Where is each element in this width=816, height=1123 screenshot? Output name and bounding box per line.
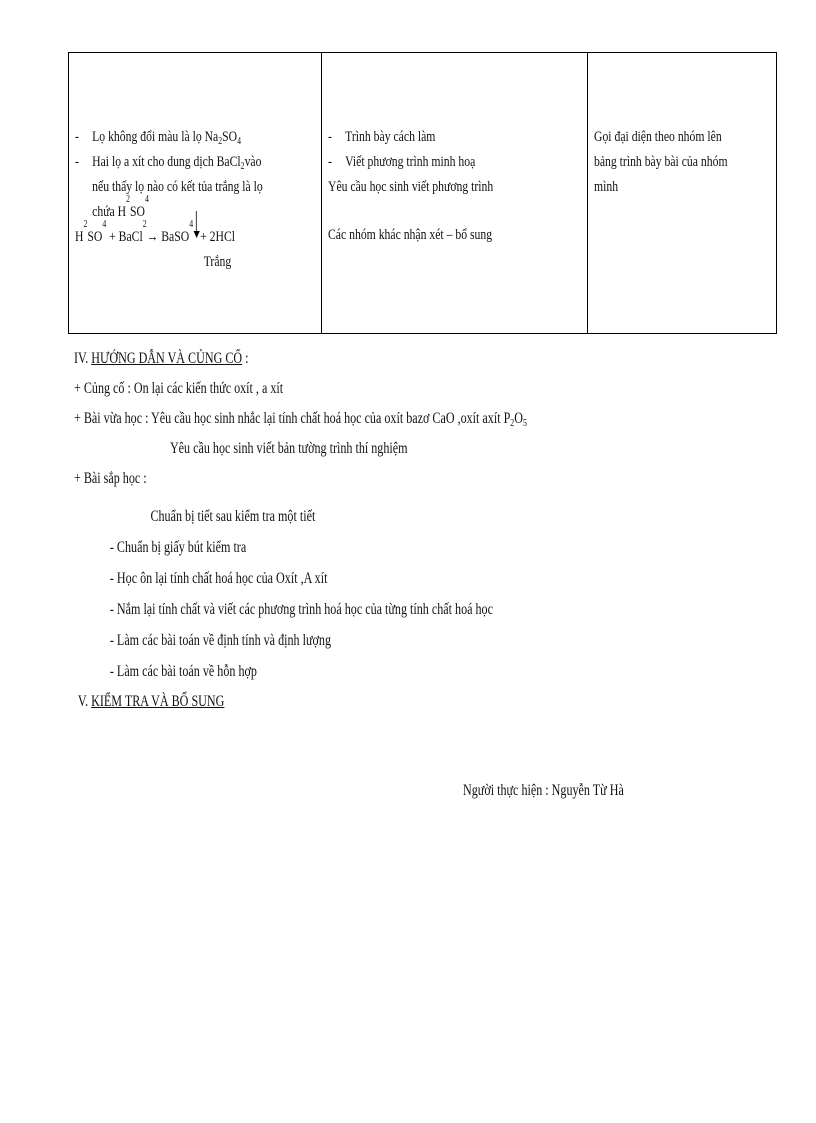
list-item: - Làm các bài toán về hỗn hợp (109, 663, 257, 680)
list-item: - Nắm lại tính chất và viết các phương trình hoá học của từng tính chất hoá học (109, 601, 493, 618)
bai-vua-hoc-line-2: Yêu cầu học sinh viết bản tường trình thí nghiệm (169, 440, 408, 457)
section-iv (74, 344, 527, 717)
chuan-bi-line: Chuẩn bị tiết sau kiểm tra một tiết (150, 508, 316, 525)
list-item: - Hai lọ a xít cho dung dịch BaCl$_2$vào (75, 154, 262, 172)
table-cell-method (588, 53, 777, 334)
list-item-continuation: nếu thấy lọ nào có kết tủa trắng là lọ (92, 179, 263, 195)
list-item: - Học ôn lại tính chất hoá học của Oxít ,A xít (109, 570, 328, 587)
instruction-line: Yêu cầu học sinh viết phương trình (328, 179, 494, 195)
section-v-title: KIỂM TRA VÀ BỔ SUNG (91, 693, 225, 710)
table-cell-teacher-activity (322, 53, 588, 334)
bai-sap-hoc-line: + Bài sắp học : (74, 470, 147, 487)
precipitate-arrow-icon (194, 225, 200, 239)
instruction-line: Các nhóm khác nhận xét – bổ sung (328, 227, 493, 243)
list-item: - Lọ không đổi màu là lọ $Na_2SO_4$ (75, 129, 242, 147)
table-cell-student-activity (69, 53, 322, 334)
section-iv-heading: IV. HƯỚNG DẪN VÀ CỦNG CỐ : (74, 350, 249, 367)
chemical-equation: H 2 SO 4 + BaCl 2 → BaSO 4 + 2HCl (75, 219, 236, 245)
lesson-table (68, 52, 777, 334)
method-line: Gọi đại diện theo nhóm lên (594, 129, 722, 145)
signature: Người thực hiện : Nguyễn Từ Hà (463, 782, 624, 799)
section-iv-title: HƯỚNG DẪN VÀ CỦNG CỐ (91, 350, 243, 367)
method-line: bảng trình bày bài của nhóm (594, 154, 728, 170)
method-line: mình (594, 179, 619, 195)
list-item: - Trình bày cách làm (328, 129, 436, 145)
task-list (74, 532, 527, 687)
list-item-continuation: chứa H 2 SO 4 (92, 194, 149, 220)
list-item: - Chuẩn bị giấy bút kiểm tra (109, 539, 247, 556)
precipitate-note: Trắng (203, 254, 232, 270)
section-v-heading: V. KIỂM TRA VÀ BỔ SUNG (77, 693, 225, 710)
list-item: - Viết phương trình minh hoạ (328, 154, 476, 170)
list-item: - Làm các bài toán về định tính và định lượng (109, 632, 331, 649)
cung-co-line: + Củng cố : On lại các kiến thức oxít , a xít (74, 380, 284, 397)
bai-vua-hoc-line: + Bài vừa học : Yêu cầu học sinh nhắc lại tính chất hoá học của oxít bazơ CaO ,oxít axít $P_2O_5$ (74, 410, 527, 429)
